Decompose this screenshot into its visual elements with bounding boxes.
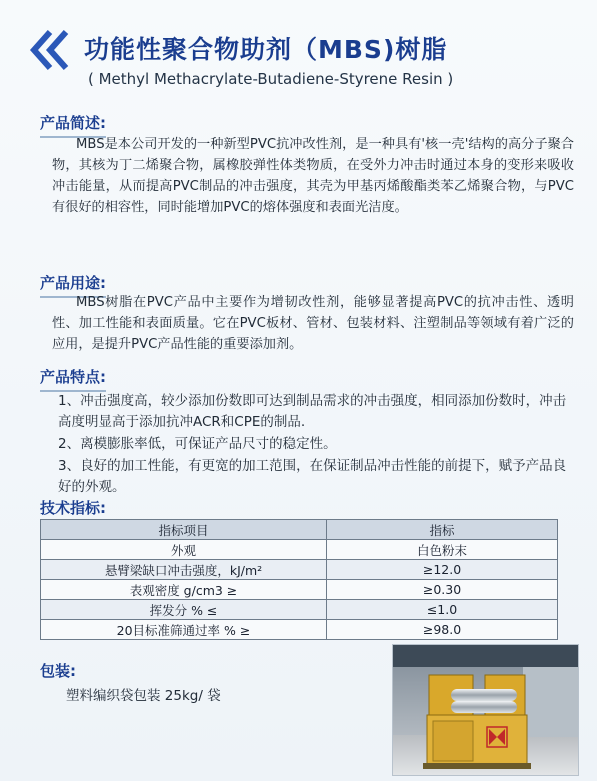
spec-cell-value: ≥12.0 bbox=[327, 560, 558, 580]
table-row bbox=[41, 580, 558, 600]
machine-photo bbox=[392, 644, 579, 776]
page-title: 功能性聚合物助剂（MBS)树脂 bbox=[84, 35, 448, 64]
spec-cell-item: 悬臂梁缺口冲击强度，kJ/m² bbox=[41, 560, 327, 580]
spec-cell-value: ≥98.0 bbox=[327, 620, 558, 640]
spec-cell-value: ≤1.0 bbox=[327, 600, 558, 620]
spec-table bbox=[40, 519, 558, 640]
page-header bbox=[0, 0, 597, 96]
feature-item-2: 2、离模膨胀率低，可保证产品尺寸的稳定性。 bbox=[58, 436, 337, 452]
overview-text bbox=[52, 134, 574, 218]
spec-header-item: 指标项目 bbox=[41, 520, 327, 540]
features-list bbox=[58, 391, 578, 499]
spec-cell-item: 表观密度 g/cm3 ≥ bbox=[41, 580, 327, 600]
page-subtitle: ( Methyl Methacrylate-Butadiene-Styrene Resin ) bbox=[88, 70, 454, 88]
usage-heading: 产品用途: bbox=[40, 272, 106, 298]
table-row bbox=[41, 620, 558, 640]
packaging-heading: 包装: bbox=[40, 662, 76, 680]
usage-body: MBS树脂在PVC产品中主要作为增韧改性剂，能够显著提高PVC的抗冲击性、透明性、加工性能和表面质量。它在PVC板材、管材、包装材料、注塑制品等领域有着广泛的应用，是提升PVC产品性能的重要添加剂。 bbox=[52, 295, 574, 352]
packaging-text: 塑料编织袋包装 25kg/ 袋 bbox=[66, 688, 221, 704]
spec-cell-item: 挥发分 % ≤ bbox=[41, 600, 327, 620]
overview-body: MBS是本公司开发的一种新型PVC抗冲改性剂，是一种具有'核一壳'结构的高分子聚合物，其核为丁二烯聚合物，属橡胶弹性体类物质，在受外力冲击时通过本身的变形来吸收冲击能量，从而提高PVC制品的冲击强度，其壳为甲基丙烯酸酯类苯乙烯聚合物，与PVC有很好的相容性，同时能增加PVC的熔体强度和表面光洁度。 bbox=[52, 137, 574, 215]
spec-cell-value: 白色粉末 bbox=[327, 540, 558, 560]
table-row bbox=[41, 560, 558, 580]
spec-cell-item: 外观 bbox=[41, 540, 327, 560]
table-row bbox=[41, 540, 558, 560]
table-row bbox=[41, 600, 558, 620]
spec-cell-item: 20目标准筛通过率 % ≥ bbox=[41, 620, 327, 640]
specs-heading: 技术指标: bbox=[40, 497, 106, 523]
overview-heading: 产品简述: bbox=[40, 112, 106, 138]
usage-text bbox=[52, 292, 574, 355]
features-heading: 产品特点: bbox=[40, 366, 106, 392]
spec-cell-value: ≥0.30 bbox=[327, 580, 558, 600]
spec-table-header bbox=[41, 520, 558, 540]
spec-header-value: 指标 bbox=[327, 520, 558, 540]
feature-item-1: 1、冲击强度高，较少添加份数即可达到制品需求的冲击强度，相同添加份数时，冲击高度明显高于添加抗冲ACR和CPE的制品. bbox=[58, 393, 567, 430]
feature-item-3: 3、良好的加工性能，有更宽的加工范围，在保证制品冲击性能的前提下，赋予产品良好的外观。 bbox=[58, 458, 567, 495]
double-chevron-left-icon bbox=[28, 28, 72, 72]
